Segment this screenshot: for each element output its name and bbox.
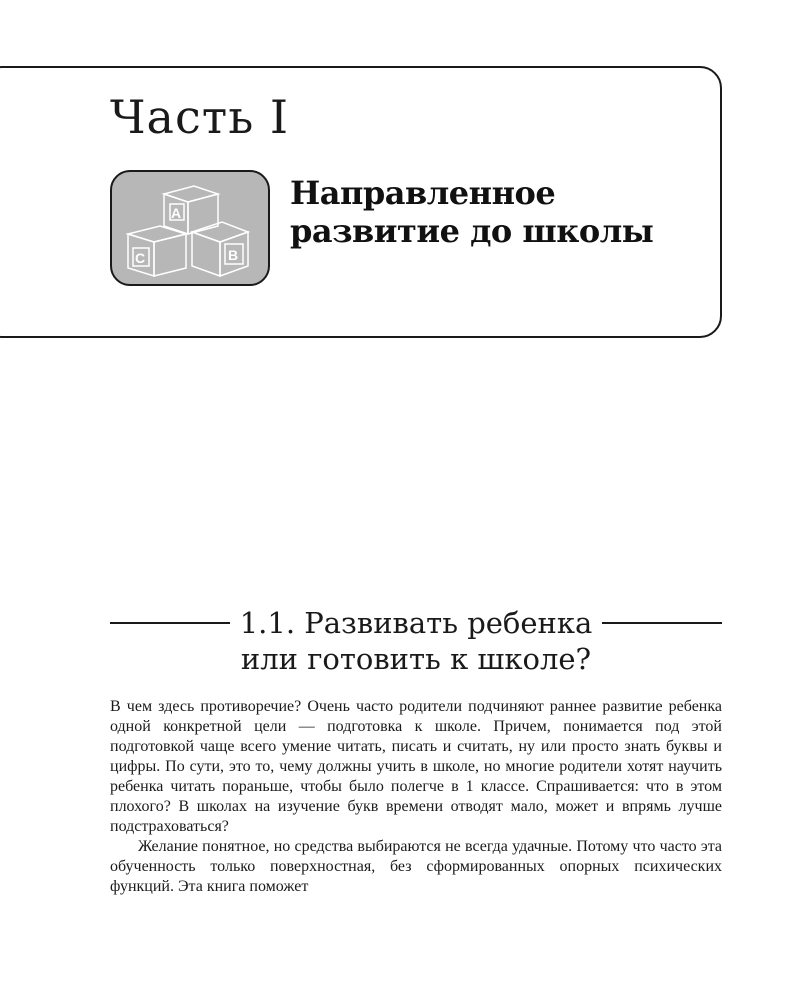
part-label: Часть I — [110, 90, 290, 144]
block-letter-b: B — [228, 247, 239, 263]
heading-rule-right — [602, 622, 722, 624]
paragraph: Желание понятное, но средства выбираются не всегда удачные. Потому что часто эта обученность только поверхностная, без сформированных опорных психических функций. Эта книга поможет — [110, 838, 722, 895]
abc-blocks-icon — [110, 170, 270, 286]
section-heading-row — [110, 605, 722, 641]
body-text — [110, 697, 722, 897]
part-title-line1: Направленное — [290, 174, 556, 212]
block-letter-c: C — [135, 250, 146, 266]
section-heading-line2: или готовить к школе? — [240, 642, 592, 676]
section-heading — [110, 605, 722, 677]
block-letter-a: A — [171, 205, 182, 221]
part-title — [290, 174, 690, 250]
section-heading-line1: 1.1. Развивать ребенка — [239, 606, 593, 640]
part-title-line2: развитие до школы — [290, 212, 654, 250]
heading-rule-left — [110, 622, 230, 624]
paragraph: В чем здесь противоречие? Очень часто родители подчиняют раннее развитие ребенка одной конкретной цели — подготовка к школе. Причем, понимается под этой подготовкой чаще всего умение читать, писать и считать, ну или просто знать буквы и цифры. По сути, это то, чему должны учить в школе, но многие родители хотят научить ребенка читать пораньше, чтобы было полегче в 1 классе. Спрашивается: что в этом плохого? В школах на изучение букв времени отводят мало, может и впрямь лучше подстраховаться? — [110, 698, 722, 835]
